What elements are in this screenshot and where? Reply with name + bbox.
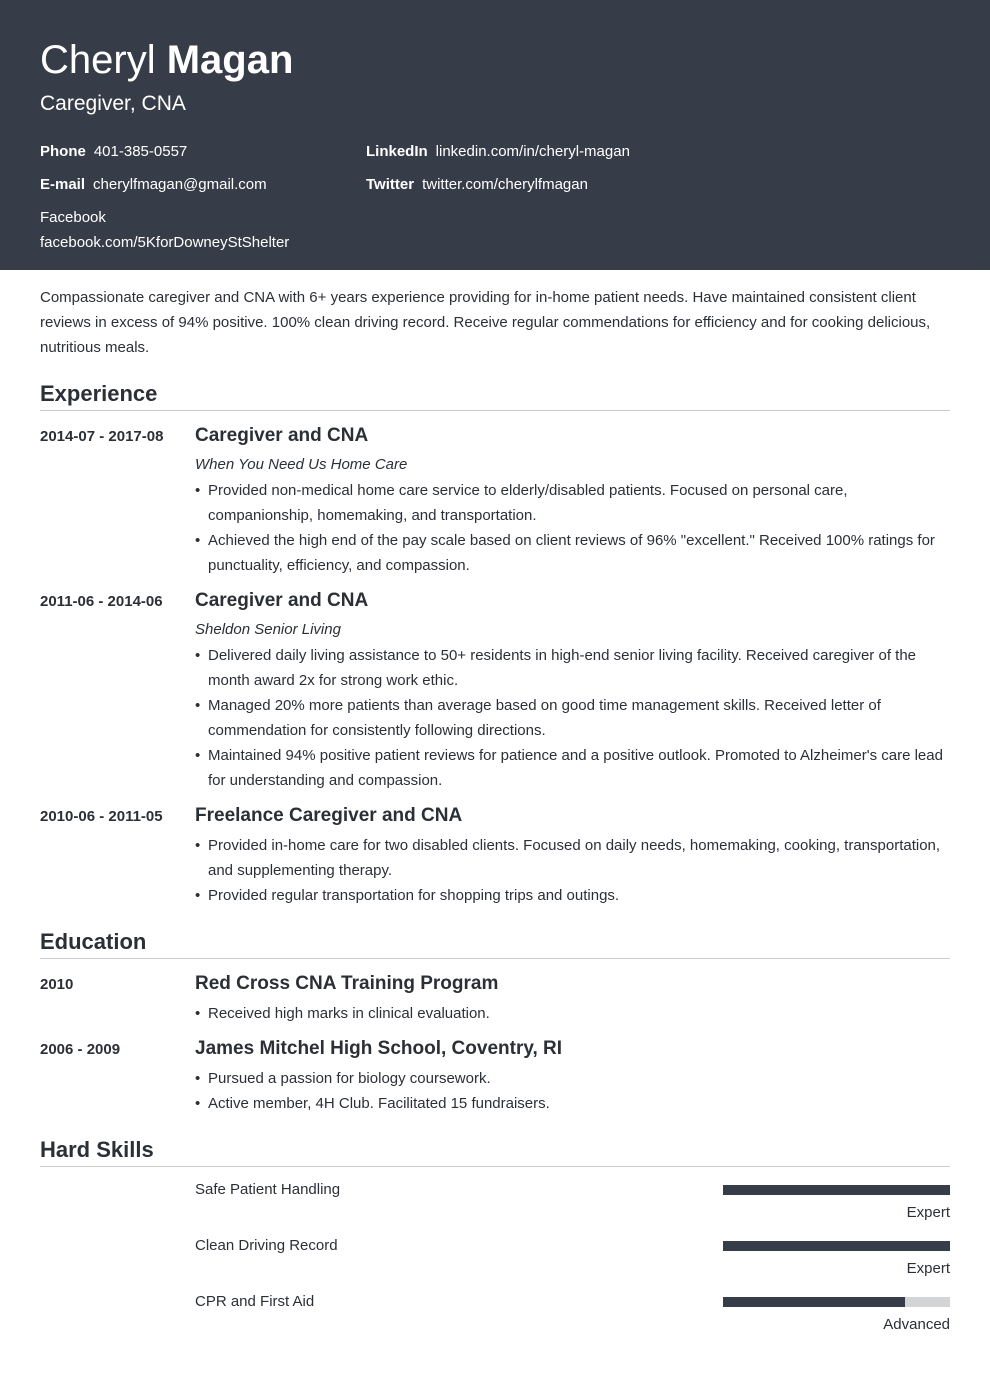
entry-bullet: • Maintained 94% positive patient reviews for patience and a positive outlook. Promoted to Alzheimer's care lead for understanding and compassion. [195,743,950,793]
contact-phone [40,143,187,161]
education-heading: Education [40,929,147,954]
entry-dates: 2011-06 - 2014-06 [40,593,163,610]
entry-title: Caregiver and CNA [195,425,369,446]
skill-name: Safe Patient Handling [195,1181,341,1198]
skill-level-label: Expert [906,1204,950,1221]
contact-twitter-value[interactable]: twitter.com/cherylfmagan [422,176,588,193]
entry-title: James Mitchel High School, Coventry, RI [195,1038,563,1059]
last-name: Magan [166,38,294,82]
skills-divider [40,1166,950,1167]
skills-heading: Hard Skills [40,1137,154,1162]
entry-dates: 2010 [40,976,74,993]
entry-company: When You Need Us Home Care [195,456,408,473]
entry-company: Sheldon Senior Living [195,621,341,638]
skill-level-fill [723,1297,905,1307]
skill-level-label: Advanced [883,1316,950,1333]
contact-facebook-label: Facebook [40,209,106,226]
contact-phone-label: Phone [40,143,86,160]
entry-title: Freelance Caregiver and CNA [195,805,463,826]
entry-dates: 2010-06 - 2011-05 [40,808,163,825]
entry-bullet: • Provided regular transportation for shopping trips and outings. [195,883,950,908]
contact-linkedin-value[interactable]: linkedin.com/in/cheryl-magan [435,143,630,160]
entry-title: Caregiver and CNA [195,590,369,611]
entry-bullet: • Active member, 4H Club. Facilitated 15 fundraisers. [195,1091,950,1116]
entry-bullet: • Managed 20% more patients than average based on good time management skills. Received letter of commendation for consistently following directions. [195,693,950,743]
education-divider [40,958,950,959]
summary-paragraph: Compassionate caregiver and CNA with 6+ years experience providing for in-home patient needs. Have maintained consistent client reviews in excess of 94% positive. 100% clean driving record. Receive regular commendations for efficiency and for cooking delicious, nutritious meals. [40,289,931,356]
skill-name: CPR and First Aid [195,1293,315,1310]
contact-email [40,176,267,194]
experience-divider [40,410,950,411]
skill-level-bar [723,1297,950,1307]
skill-level-bar [723,1185,950,1195]
entry-bullet: • Provided in-home care for two disabled clients. Focused on daily needs, homemaking, cooking, transportation, and supplementing therapy. [195,833,950,883]
contact-phone-value: 401-385-0557 [93,143,188,160]
contact-twitter-label: Twitter [366,176,415,193]
entry-title: Red Cross CNA Training Program [195,973,499,994]
entry-bullet: • Pursued a passion for biology coursework. [195,1066,950,1091]
contact-facebook-value[interactable]: facebook.com/5KforDowneyStShelter [40,234,290,251]
entry-dates: 2006 - 2009 [40,1041,121,1058]
skill-level-bar [723,1241,950,1251]
skill-level-label: Expert [906,1260,950,1277]
experience-heading: Experience [40,381,158,406]
contact-email-label: E-mail [40,176,86,193]
entry-bullet: • Delivered daily living assistance to 50+ residents in high-end senior living facility. Received caregiver of the month award 2x for strong work ethic. [195,643,950,693]
contact-linkedin-label: LinkedIn [366,143,428,160]
entry-bullet: • Achieved the high end of the pay scale based on client reviews of 96% "excellent." Received 100% ratings for punctuality, efficiency, and compassion. [195,528,950,578]
entry-bullet: • Received high marks in clinical evaluation. [195,1001,950,1026]
entry-bullet: • Provided non-medical home care service to elderly/disabled patients. Focused on personal care, companionship, homemaking, and transportation. [195,478,950,528]
skill-level-fill [723,1241,950,1251]
contact-email-value[interactable]: cherylfmagan@gmail.com [93,176,267,193]
resume-header [0,0,990,270]
contact-linkedin [366,143,630,161]
skill-level-fill [723,1185,950,1195]
candidate-name [40,36,293,84]
entry-dates: 2014-07 - 2017-08 [40,428,164,445]
contact-twitter [366,176,588,194]
skill-name: Clean Driving Record [195,1237,338,1254]
candidate-role: Caregiver, CNA [40,92,186,115]
first-name: Cheryl [40,38,156,82]
